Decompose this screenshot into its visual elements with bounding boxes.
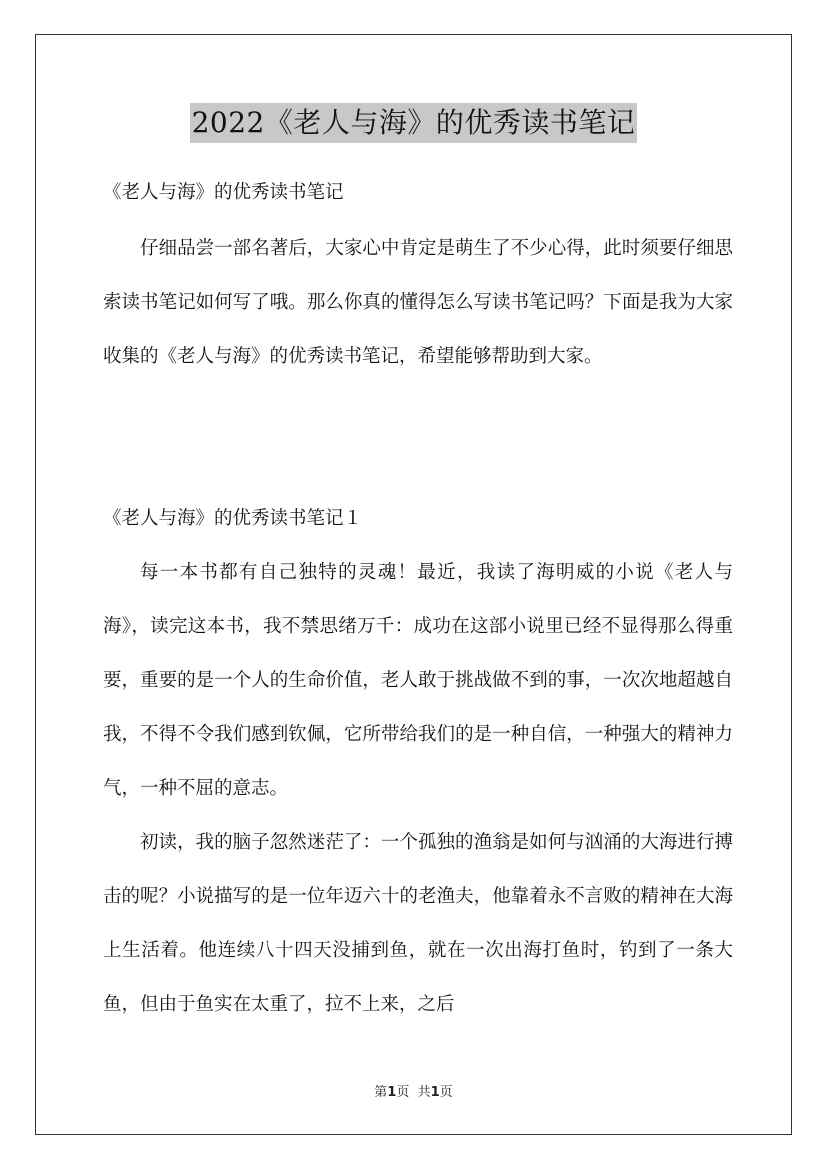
- page-footer: [0, 1084, 827, 1102]
- document-title-text: 2022《老人与海》的优秀读书笔记: [190, 103, 638, 143]
- section-1-heading: 《老人与海》的优秀读书笔记１: [103, 508, 363, 529]
- footer-page-number: 1: [387, 1085, 397, 1100]
- footer-total-prefix: 共: [417, 1085, 431, 1100]
- footer-total-pages: 1: [430, 1085, 440, 1100]
- footer-total-suffix: 页: [439, 1085, 453, 1100]
- document-subtitle: 《老人与海》的优秀读书笔记: [103, 182, 344, 203]
- footer-page-prefix: 第: [374, 1085, 388, 1100]
- intro-paragraph: 仔细品尝一部名著后，大家心中肯定是萌生了不少心得，此时须要仔细思索读书笔记如何写了哦。那么你真的懂得怎么写读书笔记吗？下面是我为大家收集的《老人与海》的优秀读书笔记，希望能够帮助到大家。: [103, 238, 733, 367]
- section-1-paragraph-2: 初读，我的脑子忽然迷茫了：一个孤独的渔翁是如何与汹涌的大海进行搏击的呢？小说描写的是一位年迈六十的老渔夫，他靠着永不言败的精神在大海上生活着。他连续八十四天没捕到鱼，就在一次出海打鱼时，钓到了一条大鱼，但由于鱼实在太重了，拉不上来，之后: [103, 832, 733, 1015]
- section-1-paragraph-1: 每一本书都有自己独特的灵魂！最近，我读了海明威的小说《老人与海》，读完这本书，我不禁思绪万千：成功在这部小说里已经不显得那么得重要，重要的是一个人的生命价值，老人敢于挑战做不到的事，一次次地超越自我，不得不令我们感到钦佩，它所带给我们的是一种自信，一种强大的精神力气，一种不屈的意志。: [103, 562, 733, 799]
- document-title: [0, 102, 827, 143]
- footer-page-suffix: 页: [396, 1085, 410, 1100]
